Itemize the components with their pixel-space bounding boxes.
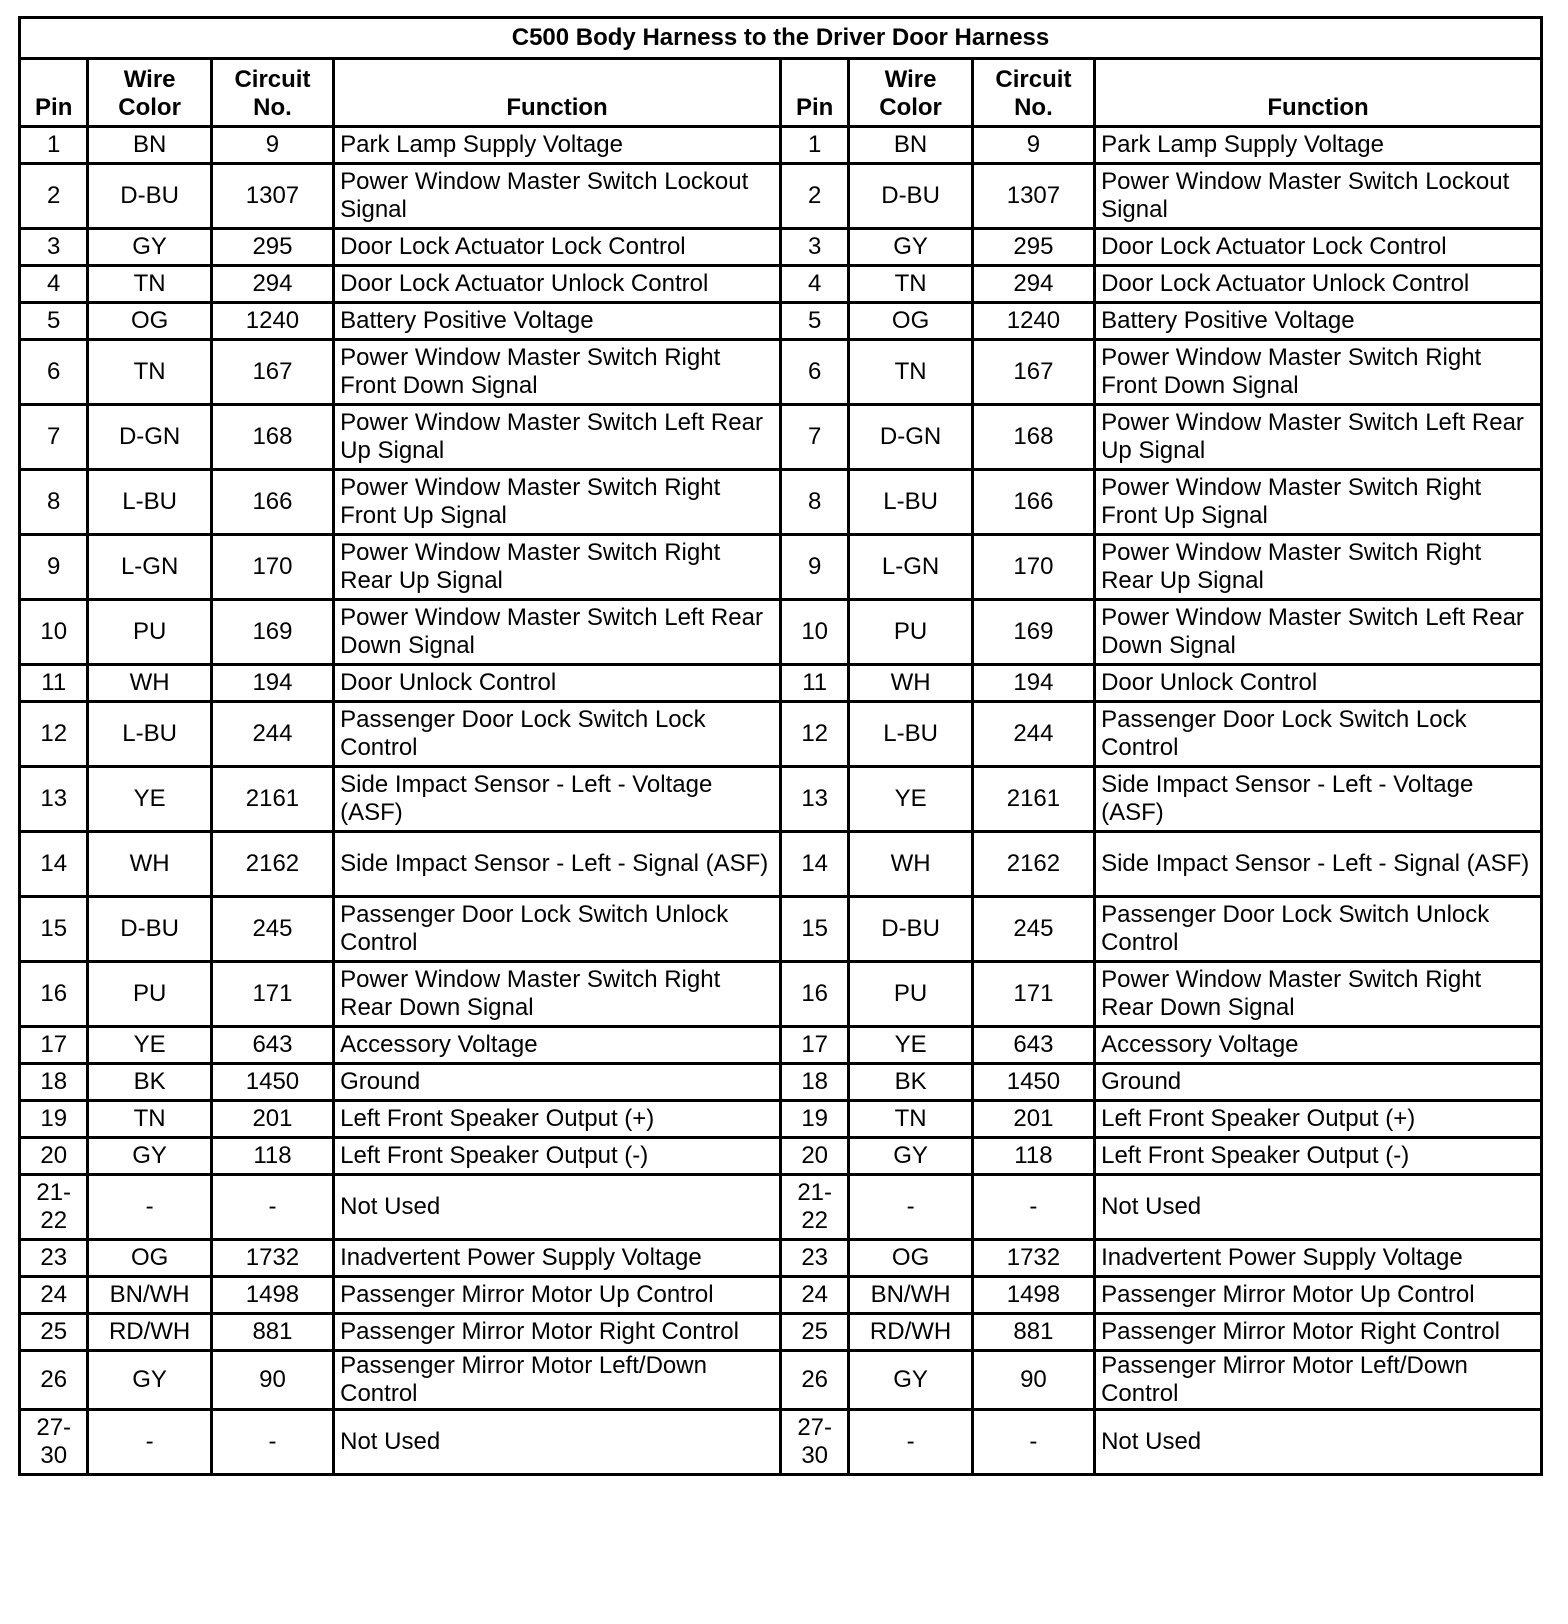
pin-cell-right: 20 (780, 1138, 848, 1175)
pin-cell-left: 5 (20, 303, 88, 340)
pin-cell-left: 10 (20, 600, 88, 665)
header-pin-left: Pin (20, 59, 88, 127)
circuit-no-cell-right: 245 (972, 897, 1094, 962)
pin-cell-left: 25 (20, 1314, 88, 1351)
pin-cell-right: 13 (780, 767, 848, 832)
function-cell-left: Passenger Door Lock Switch Unlock Control (334, 897, 781, 962)
table-row (20, 897, 1542, 962)
wire-color-cell-right: OG (849, 303, 972, 340)
circuit-no-cell-left: 1450 (211, 1064, 333, 1101)
wire-color-cell-right: TN (849, 1101, 972, 1138)
function-cell-right: Door Unlock Control (1095, 665, 1542, 702)
header-function-left: Function (334, 59, 781, 127)
pin-cell-right: 1 (780, 127, 848, 164)
pin-cell-right: 25 (780, 1314, 848, 1351)
circuit-no-cell-left: 244 (211, 702, 333, 767)
header-circuit-no-left: Circuit No. (211, 59, 333, 127)
table-row (20, 303, 1542, 340)
pin-cell-left: 16 (20, 962, 88, 1027)
wire-color-cell-left: GY (88, 229, 211, 266)
wire-color-cell-right: D-BU (849, 897, 972, 962)
pin-cell-right: 12 (780, 702, 848, 767)
pin-cell-left: 21-22 (20, 1175, 88, 1240)
function-cell-right: Battery Positive Voltage (1095, 303, 1542, 340)
table-row (20, 1027, 1542, 1064)
function-cell-right: Passenger Door Lock Switch Lock Control (1095, 702, 1542, 767)
function-cell-left: Left Front Speaker Output (+) (334, 1101, 781, 1138)
table-row (20, 1138, 1542, 1175)
wire-color-cell-right: L-GN (849, 535, 972, 600)
circuit-no-cell-left: 643 (211, 1027, 333, 1064)
wire-color-cell-left: D-GN (88, 405, 211, 470)
function-cell-left: Passenger Door Lock Switch Lock Control (334, 702, 781, 767)
function-cell-right: Door Lock Actuator Unlock Control (1095, 266, 1542, 303)
pin-cell-right: 26 (780, 1351, 848, 1410)
pin-cell-left: 14 (20, 832, 88, 897)
function-cell-right: Power Window Master Switch Right Rear Up Signal (1095, 535, 1542, 600)
pin-cell-left: 12 (20, 702, 88, 767)
function-cell-right: Accessory Voltage (1095, 1027, 1542, 1064)
pin-cell-left: 9 (20, 535, 88, 600)
wire-color-cell-left: PU (88, 600, 211, 665)
pin-cell-right: 9 (780, 535, 848, 600)
header-wire-color-left: Wire Color (88, 59, 211, 127)
table-row (20, 1101, 1542, 1138)
circuit-no-cell-right: 1498 (972, 1277, 1094, 1314)
table-row (20, 962, 1542, 1027)
table-row (20, 340, 1542, 405)
circuit-no-cell-left: 1307 (211, 164, 333, 229)
circuit-no-cell-left: 171 (211, 962, 333, 1027)
circuit-no-cell-right: 171 (972, 962, 1094, 1027)
function-cell-left: Passenger Mirror Motor Left/Down Control (334, 1351, 781, 1410)
pin-cell-right: 10 (780, 600, 848, 665)
header-wire-color-right: Wire Color (849, 59, 972, 127)
function-cell-left: Passenger Mirror Motor Right Control (334, 1314, 781, 1351)
pin-cell-right: 27-30 (780, 1410, 848, 1475)
circuit-no-cell-right: - (972, 1175, 1094, 1240)
circuit-no-cell-right: 201 (972, 1101, 1094, 1138)
wire-color-cell-right: BK (849, 1064, 972, 1101)
table-row (20, 702, 1542, 767)
function-cell-right: Passenger Door Lock Switch Unlock Control (1095, 897, 1542, 962)
pin-cell-right: 11 (780, 665, 848, 702)
wire-color-cell-left: PU (88, 962, 211, 1027)
function-cell-left: Side Impact Sensor - Left - Voltage (ASF) (334, 767, 781, 832)
function-cell-right: Not Used (1095, 1410, 1542, 1475)
circuit-no-cell-left: 118 (211, 1138, 333, 1175)
wire-color-cell-right: BN/WH (849, 1277, 972, 1314)
table-row (20, 266, 1542, 303)
wire-color-cell-right: - (849, 1410, 972, 1475)
table-row (20, 832, 1542, 897)
pin-cell-left: 8 (20, 470, 88, 535)
function-cell-right: Left Front Speaker Output (+) (1095, 1101, 1542, 1138)
function-cell-left: Side Impact Sensor - Left - Signal (ASF) (334, 832, 781, 897)
pin-cell-left: 1 (20, 127, 88, 164)
pin-cell-left: 27-30 (20, 1410, 88, 1475)
pin-cell-left: 13 (20, 767, 88, 832)
function-cell-right: Passenger Mirror Motor Right Control (1095, 1314, 1542, 1351)
circuit-no-cell-right: 90 (972, 1351, 1094, 1410)
wire-color-cell-left: YE (88, 767, 211, 832)
function-cell-left: Power Window Master Switch Left Rear Up Signal (334, 405, 781, 470)
pin-cell-right: 17 (780, 1027, 848, 1064)
circuit-no-cell-right: 169 (972, 600, 1094, 665)
circuit-no-cell-left: 201 (211, 1101, 333, 1138)
pin-cell-left: 20 (20, 1138, 88, 1175)
wire-color-cell-right: D-GN (849, 405, 972, 470)
circuit-no-cell-left: 1732 (211, 1240, 333, 1277)
function-cell-left: Not Used (334, 1410, 781, 1475)
wire-color-cell-left: BN (88, 127, 211, 164)
wire-color-cell-left: - (88, 1175, 211, 1240)
function-cell-left: Door Lock Actuator Lock Control (334, 229, 781, 266)
pin-cell-right: 21-22 (780, 1175, 848, 1240)
circuit-no-cell-right: 9 (972, 127, 1094, 164)
wire-color-cell-left: L-BU (88, 470, 211, 535)
function-cell-right: Ground (1095, 1064, 1542, 1101)
wire-color-cell-right: TN (849, 340, 972, 405)
wire-color-cell-right: WH (849, 665, 972, 702)
function-cell-right: Power Window Master Switch Lockout Signal (1095, 164, 1542, 229)
wire-color-cell-left: YE (88, 1027, 211, 1064)
circuit-no-cell-left: 2162 (211, 832, 333, 897)
circuit-no-cell-right: 194 (972, 665, 1094, 702)
table-row (20, 1277, 1542, 1314)
function-cell-right: Power Window Master Switch Right Front Up Signal (1095, 470, 1542, 535)
wire-color-cell-right: GY (849, 1138, 972, 1175)
circuit-no-cell-left: 168 (211, 405, 333, 470)
circuit-no-cell-left: 194 (211, 665, 333, 702)
circuit-no-cell-left: - (211, 1175, 333, 1240)
wire-color-cell-left: BK (88, 1064, 211, 1101)
table-row (20, 229, 1542, 266)
function-cell-right: Passenger Mirror Motor Left/Down Control (1095, 1351, 1542, 1410)
function-cell-right: Power Window Master Switch Right Front Down Signal (1095, 340, 1542, 405)
circuit-no-cell-right: 643 (972, 1027, 1094, 1064)
circuit-no-cell-right: 168 (972, 405, 1094, 470)
wire-color-cell-right: L-BU (849, 702, 972, 767)
function-cell-right: Power Window Master Switch Right Rear Down Signal (1095, 962, 1542, 1027)
circuit-no-cell-right: 1307 (972, 164, 1094, 229)
circuit-no-cell-right: 166 (972, 470, 1094, 535)
table-row (20, 767, 1542, 832)
pin-cell-left: 7 (20, 405, 88, 470)
function-cell-left: Accessory Voltage (334, 1027, 781, 1064)
circuit-no-cell-left: 245 (211, 897, 333, 962)
wire-color-cell-left: WH (88, 832, 211, 897)
circuit-no-cell-left: 295 (211, 229, 333, 266)
function-cell-left: Battery Positive Voltage (334, 303, 781, 340)
circuit-no-cell-right: 244 (972, 702, 1094, 767)
pin-cell-right: 7 (780, 405, 848, 470)
pin-cell-right: 24 (780, 1277, 848, 1314)
function-cell-right: Left Front Speaker Output (-) (1095, 1138, 1542, 1175)
table-row (20, 127, 1542, 164)
pin-cell-right: 18 (780, 1064, 848, 1101)
wire-color-cell-right: OG (849, 1240, 972, 1277)
table-row (20, 1175, 1542, 1240)
table-row (20, 1240, 1542, 1277)
wire-color-cell-right: RD/WH (849, 1314, 972, 1351)
circuit-no-cell-left: 169 (211, 600, 333, 665)
circuit-no-cell-left: 294 (211, 266, 333, 303)
table-row (20, 470, 1542, 535)
wire-color-cell-right: WH (849, 832, 972, 897)
wire-color-cell-left: GY (88, 1351, 211, 1410)
pin-cell-left: 18 (20, 1064, 88, 1101)
wire-color-cell-left: L-BU (88, 702, 211, 767)
function-cell-left: Park Lamp Supply Voltage (334, 127, 781, 164)
wire-color-cell-right: L-BU (849, 470, 972, 535)
pin-cell-left: 11 (20, 665, 88, 702)
function-cell-left: Power Window Master Switch Right Front Down Signal (334, 340, 781, 405)
circuit-no-cell-right: 881 (972, 1314, 1094, 1351)
pin-cell-left: 15 (20, 897, 88, 962)
wire-color-cell-right: - (849, 1175, 972, 1240)
table-row (20, 164, 1542, 229)
wire-color-cell-right: BN (849, 127, 972, 164)
wire-color-cell-left: OG (88, 1240, 211, 1277)
pin-cell-left: 17 (20, 1027, 88, 1064)
pin-cell-right: 19 (780, 1101, 848, 1138)
pin-cell-right: 15 (780, 897, 848, 962)
pin-cell-right: 4 (780, 266, 848, 303)
circuit-no-cell-right: 1240 (972, 303, 1094, 340)
header-row (20, 59, 1542, 127)
wire-color-cell-left: TN (88, 340, 211, 405)
pin-cell-right: 16 (780, 962, 848, 1027)
wire-color-cell-left: - (88, 1410, 211, 1475)
pin-cell-left: 19 (20, 1101, 88, 1138)
table-row (20, 665, 1542, 702)
pin-cell-right: 2 (780, 164, 848, 229)
circuit-no-cell-right: 295 (972, 229, 1094, 266)
wire-color-cell-right: YE (849, 767, 972, 832)
function-cell-right: Side Impact Sensor - Left - Signal (ASF) (1095, 832, 1542, 897)
header-pin-right: Pin (780, 59, 848, 127)
circuit-no-cell-right: 294 (972, 266, 1094, 303)
table-row (20, 1064, 1542, 1101)
table-row (20, 600, 1542, 665)
function-cell-left: Door Unlock Control (334, 665, 781, 702)
function-cell-right: Side Impact Sensor - Left - Voltage (ASF) (1095, 767, 1542, 832)
function-cell-left: Power Window Master Switch Left Rear Down Signal (334, 600, 781, 665)
circuit-no-cell-right: 118 (972, 1138, 1094, 1175)
wire-color-cell-right: TN (849, 266, 972, 303)
function-cell-left: Power Window Master Switch Right Rear Up Signal (334, 535, 781, 600)
function-cell-right: Inadvertent Power Supply Voltage (1095, 1240, 1542, 1277)
wire-color-cell-left: D-BU (88, 897, 211, 962)
function-cell-left: Power Window Master Switch Lockout Signal (334, 164, 781, 229)
table-title: C500 Body Harness to the Driver Door Harness (20, 18, 1542, 59)
function-cell-left: Not Used (334, 1175, 781, 1240)
pin-cell-right: 23 (780, 1240, 848, 1277)
wire-color-cell-left: BN/WH (88, 1277, 211, 1314)
function-cell-left: Left Front Speaker Output (-) (334, 1138, 781, 1175)
circuit-no-cell-left: 881 (211, 1314, 333, 1351)
function-cell-left: Inadvertent Power Supply Voltage (334, 1240, 781, 1277)
function-cell-left: Door Lock Actuator Unlock Control (334, 266, 781, 303)
wire-color-cell-left: WH (88, 665, 211, 702)
wire-color-cell-left: OG (88, 303, 211, 340)
pin-cell-left: 26 (20, 1351, 88, 1410)
pin-cell-left: 4 (20, 266, 88, 303)
function-cell-right: Passenger Mirror Motor Up Control (1095, 1277, 1542, 1314)
pin-cell-right: 8 (780, 470, 848, 535)
circuit-no-cell-left: 90 (211, 1351, 333, 1410)
pin-cell-right: 5 (780, 303, 848, 340)
table-row (20, 1410, 1542, 1475)
wire-color-cell-left: TN (88, 1101, 211, 1138)
wire-color-cell-left: RD/WH (88, 1314, 211, 1351)
circuit-no-cell-right: 2162 (972, 832, 1094, 897)
circuit-no-cell-right: 1450 (972, 1064, 1094, 1101)
circuit-no-cell-left: - (211, 1410, 333, 1475)
header-circuit-no-right: Circuit No. (972, 59, 1094, 127)
pin-cell-left: 3 (20, 229, 88, 266)
pin-cell-right: 6 (780, 340, 848, 405)
circuit-no-cell-left: 170 (211, 535, 333, 600)
wire-color-cell-right: D-BU (849, 164, 972, 229)
circuit-no-cell-right: 2161 (972, 767, 1094, 832)
wire-color-cell-left: D-BU (88, 164, 211, 229)
table-row (20, 405, 1542, 470)
function-cell-left: Power Window Master Switch Right Rear Down Signal (334, 962, 781, 1027)
wire-color-cell-right: PU (849, 962, 972, 1027)
wire-color-cell-left: L-GN (88, 535, 211, 600)
pin-cell-left: 2 (20, 164, 88, 229)
function-cell-left: Power Window Master Switch Right Front Up Signal (334, 470, 781, 535)
table-row (20, 1351, 1542, 1410)
function-cell-right: Park Lamp Supply Voltage (1095, 127, 1542, 164)
circuit-no-cell-right: 170 (972, 535, 1094, 600)
circuit-no-cell-left: 2161 (211, 767, 333, 832)
circuit-no-cell-left: 1498 (211, 1277, 333, 1314)
header-function-right: Function (1095, 59, 1542, 127)
wire-color-cell-right: GY (849, 229, 972, 266)
wire-color-cell-left: TN (88, 266, 211, 303)
table-row (20, 535, 1542, 600)
function-cell-right: Not Used (1095, 1175, 1542, 1240)
function-cell-right: Door Lock Actuator Lock Control (1095, 229, 1542, 266)
circuit-no-cell-left: 166 (211, 470, 333, 535)
wire-color-cell-right: PU (849, 600, 972, 665)
function-cell-right: Power Window Master Switch Left Rear Up Signal (1095, 405, 1542, 470)
wire-color-cell-right: YE (849, 1027, 972, 1064)
circuit-no-cell-left: 9 (211, 127, 333, 164)
function-cell-left: Passenger Mirror Motor Up Control (334, 1277, 781, 1314)
pin-cell-right: 3 (780, 229, 848, 266)
wire-color-cell-left: GY (88, 1138, 211, 1175)
circuit-no-cell-right: 1732 (972, 1240, 1094, 1277)
pin-cell-left: 6 (20, 340, 88, 405)
circuit-no-cell-right: - (972, 1410, 1094, 1475)
table-row (20, 1314, 1542, 1351)
function-cell-left: Ground (334, 1064, 781, 1101)
harness-pinout-table (18, 16, 1543, 1476)
function-cell-right: Power Window Master Switch Left Rear Down Signal (1095, 600, 1542, 665)
pin-cell-left: 24 (20, 1277, 88, 1314)
circuit-no-cell-left: 1240 (211, 303, 333, 340)
wire-color-cell-right: GY (849, 1351, 972, 1410)
pin-cell-right: 14 (780, 832, 848, 897)
pin-cell-left: 23 (20, 1240, 88, 1277)
circuit-no-cell-left: 167 (211, 340, 333, 405)
circuit-no-cell-right: 167 (972, 340, 1094, 405)
